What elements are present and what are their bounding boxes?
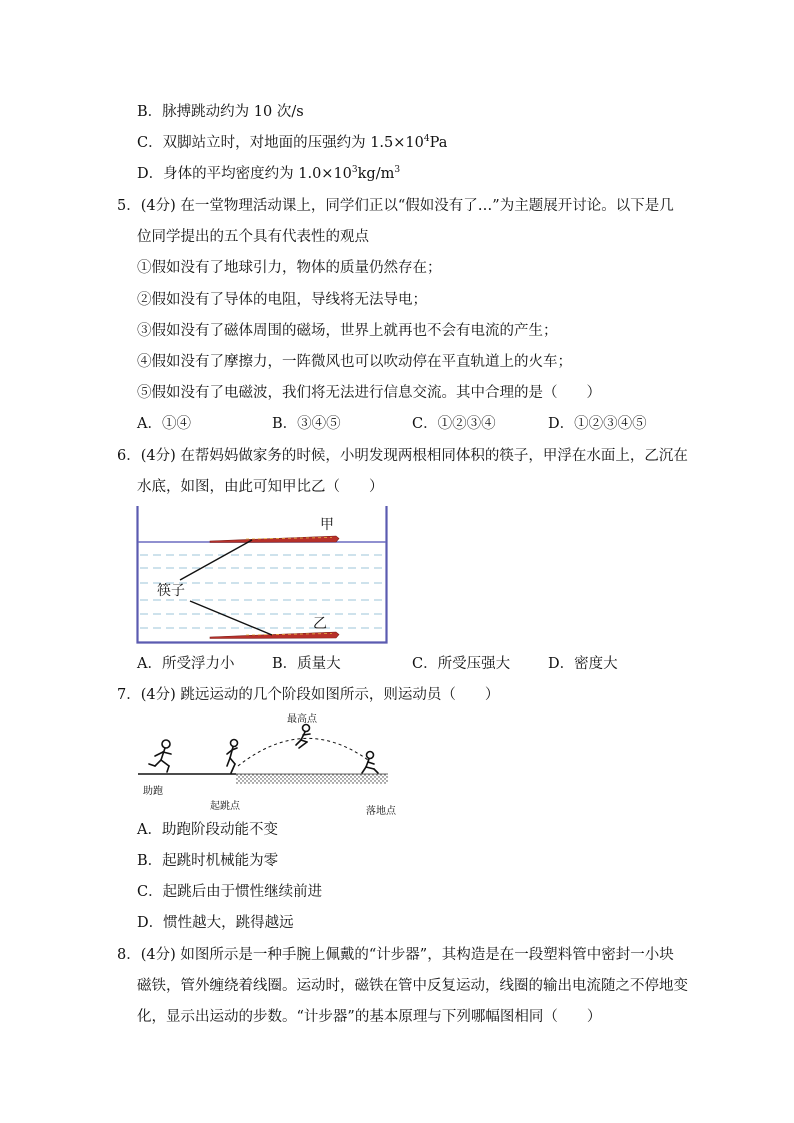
q6-option-b: B．质量大	[272, 656, 341, 672]
q5-option-a: A．①④	[137, 416, 191, 432]
q6-label-jia: 甲	[320, 517, 334, 533]
q7-label-highest: 最高点	[287, 714, 317, 725]
q5-stem-line2: 位同学提出的五个具有代表性的观点	[137, 229, 369, 245]
q7-stem-line1: 7．(4分) 跳远运动的几个阶段如图所示，则运动员（ ）	[117, 687, 500, 703]
q8-stem-line1: 8．(4分) 如图所示是一种手腕上佩戴的“计步器”，其构造是在一段塑料管中密封一小块	[117, 947, 674, 963]
q6-option-c: C．所受压强大	[412, 656, 511, 672]
q5-option-d: D．①②③④⑤	[548, 416, 647, 432]
q8-stem-line2: 磁铁，管外缠绕着线圈。运动时，磁铁在管中反复运动，线圈的输出电流随之不停地变	[137, 978, 688, 994]
q6-label-kuaizi: 筷子	[157, 583, 185, 599]
q4-option-d-unit-exponent: 3	[394, 165, 401, 175]
q7-label-runup: 助跑	[143, 786, 163, 797]
q5-point-3: ③假如没有了磁体周围的磁场，世界上就再也不会有电流的产生；	[137, 323, 558, 339]
q7-option-b: B．起跳时机械能为零	[137, 853, 279, 869]
q4-option-b: B．脉搏跳动约为 10 次/s	[137, 104, 304, 120]
q4-option-d-text: D．身体的平均密度约为 1.0×10	[137, 166, 352, 182]
container-walls	[138, 506, 387, 643]
q7-option-a: A．助跑阶段动能不变	[137, 822, 278, 838]
q4-option-d-unit: kg/m	[357, 166, 395, 182]
q4-option-c	[137, 133, 447, 153]
q4-option-c-exponent: 4	[423, 134, 430, 144]
q4-option-d	[137, 164, 400, 184]
floating-chopstick	[210, 536, 339, 543]
sand-pit	[236, 774, 388, 784]
highest-point-figure	[296, 725, 310, 749]
landing-figure	[362, 752, 378, 774]
takeoff-figure	[227, 740, 238, 774]
jump-trajectory	[238, 738, 368, 766]
q5-point-1: ①假如没有了地球引力，物体的质量仍然存在；	[137, 260, 442, 276]
q5-option-b: B．③④⑤	[272, 416, 341, 432]
q4-option-d-exponent: 3	[351, 165, 358, 175]
pointer-to-sunk	[190, 601, 272, 635]
q8-stem-line3: 化，显示出运动的步数。“计步器”的基本原理与下列哪幅图相同（ ）	[137, 1009, 602, 1025]
q4-option-c-text: C．双脚站立时，对地面的压强约为 1.5×10	[137, 135, 424, 151]
q6-label-yi: 乙	[313, 616, 327, 632]
q5-point-2: ②假如没有了导体的电阻，导线将无法导电；	[137, 292, 427, 308]
q6-container-figure	[136, 506, 390, 646]
q7-option-c: C．起跳后由于惯性继续前进	[137, 884, 323, 900]
q5-option-c: C．①②③④	[412, 416, 496, 432]
q5-point-5: ⑤假如没有了电磁波，我们将无法进行信息交流。其中合理的是（ ）	[137, 385, 601, 401]
q5-point-4: ④假如没有了摩擦力，一阵微风也可以吹动停在平直轨道上的火车；	[137, 354, 572, 370]
q7-label-takeoff: 起跳点	[210, 801, 240, 812]
q6-stem-line1: 6．(4分) 在帮妈妈做家务的时候，小明发现两根相同体积的筷子，甲浮在水面上，乙沉在	[117, 448, 688, 464]
q5-stem-line1: 5．(4分) 在一堂物理活动课上，同学们正以“假如没有了…”为主题展开讨论。以下是几	[117, 198, 674, 214]
q6-option-d: D．密度大	[548, 656, 618, 672]
q7-option-d: D．惯性越大，跳得越远	[137, 915, 294, 931]
q6-stem-line2: 水底，如图，由此可知甲比乙（ ）	[137, 479, 384, 495]
q7-long-jump-figure	[136, 718, 396, 802]
q7-label-landing: 落地点	[366, 806, 396, 817]
runner-figure	[149, 740, 171, 772]
pointer-to-floating	[180, 540, 252, 580]
q4-option-c-unit: Pa	[429, 135, 448, 151]
q6-option-a: A．所受浮力小	[137, 656, 235, 672]
